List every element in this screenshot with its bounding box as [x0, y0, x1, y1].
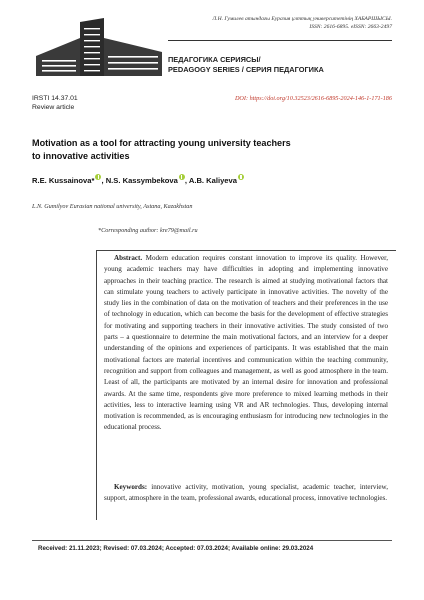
affiliation: L.N. Gumilyov Eurasian national university, Astana, Kazakhstan [32, 203, 193, 210]
irsti-code: IRSTI 14.37.01 [32, 95, 78, 102]
abstract-text: Modern education requires constant innovation to improve its quality. However, young academic teachers may have difficulties in adopting and implementing innovative approaches in their teaching practice. The research is aimed at studying motivational factors that can stimulate young teachers to actively participate in innovative activities. The novelty of the study lies in the combination of data on the motivation of teachers and their preferences in the use of technology in education, which can become the basis for the development of effective strategies for motivating and supporting teachers in their innovative activities. The study consisted of two parts – a questionnaire to determine the main motivational factors, and an interview for a deeper understanding of the opinions and experiences of participants. It was established that the main motivational factors are material incentives and communication within the teaching community, recognition and support from colleagues and management, as well as good atmosphere in the team. Least of all, the participants are motivated by an internal desire for innovation and professional awards. At the same time, respondents give more preference to mixed learning methods in their activities, less to interactive learning using VR and AR technologies. Thus, developing internal motivation is recommended, as is encouraging enthusiasm for introducing new technologies in the educational process. [104, 254, 389, 432]
orcid-icon[interactable] [179, 174, 185, 180]
journal-issn: ISSN: 2616-6895. eISSN: 2663-2497 [309, 23, 392, 30]
series-title [168, 55, 388, 74]
corresponding-author: *Corresponding author: kre79@mail.ru [98, 227, 198, 234]
publication-dates: Received: 21.11.2023; Revised: 07.03.2024; Accepted: 07.03.2024; Available online: 29.03.2024 [38, 545, 314, 552]
abstract [104, 253, 388, 434]
footer-rule [32, 540, 392, 541]
doi-link[interactable]: DOI: https://doi.org/10.32523/2616-6895-2024-146-1-171-186 [234, 95, 392, 102]
abstract-label: Abstract. [114, 254, 143, 262]
article-title-line1: Motivation as a tool for attracting young university teachers [32, 138, 291, 148]
author-separator: , [101, 176, 106, 185]
author-name: R.E. Kussainova* [32, 176, 95, 185]
header-rule [168, 40, 392, 41]
article-title-line2: to innovative activities [32, 150, 130, 161]
journal-name [168, 16, 392, 31]
orcid-icon[interactable] [238, 174, 244, 180]
article-title [32, 137, 372, 162]
university-building-logo [34, 16, 164, 78]
series-line2: PEDAGOGY SERIES / СЕРИЯ ПЕДАГОГИКА [168, 64, 324, 74]
author-list [32, 174, 244, 185]
keywords [104, 482, 388, 505]
journal-name-line1: Л.Н. Гумилев атындағы Еуразия ұлттық университетінің ХАБАРШЫСЫ. [212, 16, 392, 22]
author-name: N.S. Kassymbekova [105, 176, 178, 185]
article-meta [32, 95, 78, 113]
author-separator: , [184, 176, 189, 185]
keywords-label: Keywords: [114, 483, 148, 491]
series-line1: ПЕДАГОГИКА СЕРИЯСЫ/ [168, 55, 261, 64]
article-type: Review article [32, 103, 75, 111]
author-name: A.B. Kaliyeva [188, 176, 237, 185]
keywords-text: innovative activity, motivation, young specialist, academic teacher, interview, support, atmosphere in the team, professional awards, educational process, innovative technologies. [104, 483, 388, 503]
